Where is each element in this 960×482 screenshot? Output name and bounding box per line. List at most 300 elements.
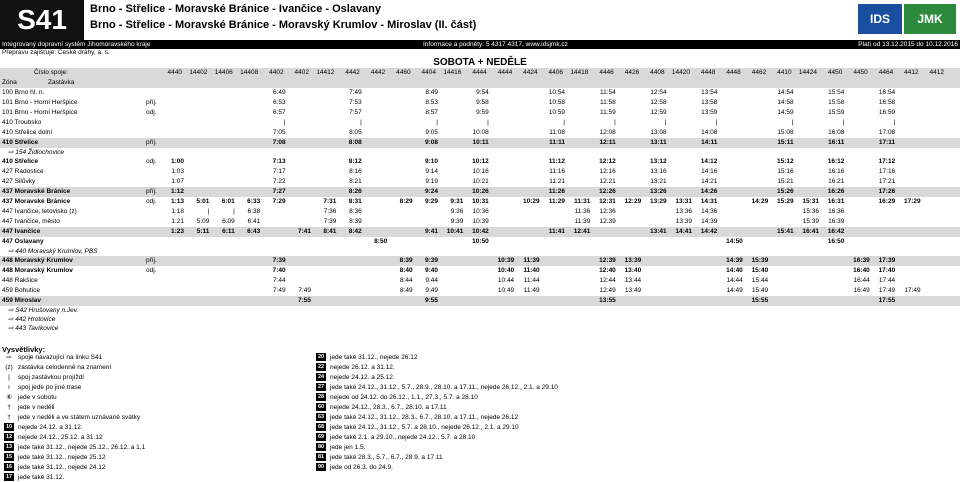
departure-time: 11:21 xyxy=(549,178,565,185)
departure-time: 12:12 xyxy=(599,158,616,165)
departure-time: 16:21 xyxy=(828,178,845,185)
departure-time: 16:29 xyxy=(878,198,896,205)
departure-time: 10:16 xyxy=(472,168,489,175)
legend-item xyxy=(316,443,365,452)
departure-time: 12:49 xyxy=(599,287,616,294)
legend-item xyxy=(4,383,81,392)
departure-time: 7:29 xyxy=(272,198,286,205)
departure-time: 14:12 xyxy=(700,158,718,165)
departure-time: 17:39 xyxy=(878,257,896,264)
departure-time: 15:44 xyxy=(751,277,769,284)
departure-time: 15:26 xyxy=(776,188,794,195)
departure-time: 1:07 xyxy=(171,178,184,185)
departure-time: 16:58 xyxy=(878,99,896,106)
departure-time: 11:11 xyxy=(549,139,565,146)
departure-time: 1:13 xyxy=(170,198,184,205)
system-name: Integrovaný dopravní systém Jihomoravského kraje xyxy=(2,41,151,48)
legend-text: spoj jede po jiné trase xyxy=(18,384,82,391)
departure-time: 12:26 xyxy=(599,188,616,195)
departure-time: 10:39 xyxy=(472,218,489,225)
departure-time: 10:50 xyxy=(472,238,489,245)
departure-time: 7:31 xyxy=(323,198,337,205)
legend-item xyxy=(4,453,105,462)
departure-time: 12:41 xyxy=(573,228,591,235)
train-number: 4410 xyxy=(777,69,792,76)
departure-time: 15:49 xyxy=(751,287,769,294)
departure-time: 16:44 xyxy=(853,277,870,284)
train-number: 4406 xyxy=(548,69,563,76)
connection-note-text: ⇨ 154 Židlochovice xyxy=(8,149,65,156)
legend-symbol: 27 xyxy=(317,384,325,391)
departure-time: 14:50 xyxy=(726,238,743,245)
departure-time: 16:11 xyxy=(828,139,845,146)
departure-time: 7:49 xyxy=(349,89,362,96)
train-number: 4402 xyxy=(269,69,284,76)
departure-time: 15:12 xyxy=(776,158,794,165)
legend-text: jede také 31.12., nejede 25.12., 26.12. a 1.1 xyxy=(18,444,146,451)
departure-time: 6:38 xyxy=(247,208,261,215)
connection-note xyxy=(0,306,960,315)
departure-time: 10:54 xyxy=(548,89,565,96)
departure-time: 17:44 xyxy=(878,277,896,284)
departure-time: 12:39 xyxy=(599,257,616,264)
stop-name: 437 Moravské Bránice xyxy=(2,198,71,205)
train-number: 4446 xyxy=(599,69,614,76)
legend-text: nejede od 24.12. do 26.12., 1.1., 27.3., 5.7. a 28.10 xyxy=(330,394,478,401)
departure-time: 8:29 xyxy=(399,198,413,205)
legend-text: jede také 24.12., 31.12., 5.7., 28.9., 28.10. a 17.11., nejede 26.12., 2.1. a 29.10 xyxy=(330,384,558,391)
legend-symbol: 22 xyxy=(317,364,325,371)
departure-time: 8:39 xyxy=(349,218,362,225)
departure-time: 1:23 xyxy=(170,228,184,235)
departure-time: 12:21 xyxy=(599,178,616,185)
legend-item xyxy=(4,433,103,442)
departure-time: 9:40 xyxy=(424,267,438,274)
table-row xyxy=(0,266,960,276)
line-number: S41 xyxy=(0,0,84,40)
legend-text: nejede 24.12. a 25.12. xyxy=(330,374,395,381)
departure-time: 11:26 xyxy=(548,188,565,195)
departure-time: 9:58 xyxy=(476,99,489,106)
departure-time: 17:11 xyxy=(878,139,896,146)
col-zastavka: Zastávka xyxy=(48,79,75,86)
train-number: 4412 xyxy=(929,69,944,76)
departure-time: 14:39 xyxy=(701,218,718,225)
connection-note xyxy=(0,315,960,324)
legend-title: Vysvětlivky: xyxy=(2,345,46,354)
departure-time: 10:49 xyxy=(497,287,515,294)
departure-time: | xyxy=(715,119,718,126)
legend-symbol: † xyxy=(7,404,11,412)
train-number: 4450 xyxy=(853,69,868,76)
departure-time: | xyxy=(207,208,210,215)
departure-time: 11:41 xyxy=(548,228,565,235)
departure-time: 7:39 xyxy=(323,218,337,225)
departure-time: 7:57 xyxy=(349,109,362,116)
legend-symbol: ≀ xyxy=(7,384,11,392)
legend-item xyxy=(4,353,102,362)
departure-time: 8:26 xyxy=(348,188,362,195)
train-number: 4448 xyxy=(726,69,741,76)
table-row xyxy=(0,197,960,207)
departure-time: 11:08 xyxy=(549,129,565,136)
departure-time: 1:00 xyxy=(170,158,184,165)
train-number: 4444 xyxy=(497,69,513,76)
departure-time: 13:12 xyxy=(649,158,667,165)
zone-header-row xyxy=(0,78,960,88)
legend-symbol: 17 xyxy=(5,474,13,481)
legend-symbol: 16 xyxy=(5,464,13,471)
departure-time: 15:16 xyxy=(777,168,794,175)
stop-name: 448 Moravský Krumlov xyxy=(2,257,73,264)
departure-time: 17:49 xyxy=(904,287,921,294)
departure-time: 5:09 xyxy=(196,218,210,225)
legend-symbol: 28 xyxy=(317,394,325,401)
departure-time: 11:59 xyxy=(600,109,616,116)
departure-time: 1:03 xyxy=(171,168,184,175)
departure-time: 14:31 xyxy=(700,198,718,205)
departure-time: 10:26 xyxy=(472,188,489,195)
legend-item xyxy=(316,413,518,422)
legend-text: spoj zastávkou projíždí xyxy=(18,374,85,381)
departure-time: 17:08 xyxy=(878,129,896,136)
train-number: 4440 xyxy=(167,69,182,76)
departure-time: 12:31 xyxy=(599,198,616,205)
train-number: 14412 xyxy=(316,69,335,76)
table-row xyxy=(0,128,960,138)
train-number: 14418 xyxy=(570,69,589,76)
legend-item xyxy=(4,373,84,382)
arrival-departure-flag: odj. xyxy=(146,158,157,165)
departure-time: 16:12 xyxy=(827,158,845,165)
departure-time: 16:41 xyxy=(802,228,819,235)
departure-time: | xyxy=(487,119,489,126)
legend-symbol: 63 xyxy=(317,414,325,421)
departure-time: 8:42 xyxy=(348,228,362,235)
legend-item xyxy=(316,403,447,412)
departure-time: 8:49 xyxy=(425,89,438,96)
departure-time: 15:40 xyxy=(751,267,769,274)
legend-symbol: 15 xyxy=(5,454,13,461)
table-row xyxy=(0,227,960,237)
departure-time: 5:11 xyxy=(196,228,210,235)
departure-time: 13:54 xyxy=(701,89,718,96)
departure-time: 10:12 xyxy=(472,158,489,165)
train-number: 14416 xyxy=(443,69,462,76)
logo-jmk: JMK xyxy=(904,4,956,34)
legend-symbol: 68 xyxy=(317,424,325,431)
legend-symbol: 81 xyxy=(317,454,325,461)
departure-time: 8:21 xyxy=(349,178,362,185)
departure-time: 7:49 xyxy=(272,287,286,294)
departure-time: 7:22 xyxy=(272,178,286,185)
departure-time: 5:01 xyxy=(196,198,210,205)
arrival-departure-flag: příj. xyxy=(146,257,157,264)
departure-time: 6:33 xyxy=(247,198,261,205)
departure-time: 6:57 xyxy=(272,109,286,116)
departure-time: 9:14 xyxy=(425,168,438,175)
legend-text: jede také 24.12., 31.12., 5.7. a 28.10., nejede 26.12., 2.1. a 29.10 xyxy=(330,424,519,431)
arrival-departure-flag: odj. xyxy=(146,198,157,205)
departure-time: 12:08 xyxy=(599,129,616,136)
legend-item xyxy=(316,363,395,372)
departure-time: | xyxy=(360,119,362,126)
departure-time: 8:16 xyxy=(349,168,362,175)
train-number: 14420 xyxy=(671,69,690,76)
legend-item xyxy=(316,353,417,362)
departure-time: 15:55 xyxy=(751,297,769,304)
departure-time: 7:36 xyxy=(323,208,337,215)
departure-time: 12:58 xyxy=(650,99,667,106)
legend-text: zastávka celodenně na znamení xyxy=(18,364,112,371)
departure-time: 14:54 xyxy=(777,89,794,96)
table-row xyxy=(0,207,960,217)
departure-time: | xyxy=(791,119,794,126)
legend-text: jede v neděli xyxy=(18,404,55,411)
train-number: 4412 xyxy=(904,69,919,76)
departure-time: 13:31 xyxy=(675,198,692,205)
train-number: 4444 xyxy=(472,69,487,76)
departure-time: 14:41 xyxy=(675,228,692,235)
departure-time: 17:49 xyxy=(878,287,896,294)
stop-name: 100 Brno hl. n. xyxy=(2,89,45,96)
departure-time: 16:42 xyxy=(827,228,845,235)
legend-symbol: 10 xyxy=(5,424,13,431)
connection-note-text: ⇨ 442 Hrotovice xyxy=(8,316,56,323)
departure-time: 10:21 xyxy=(472,178,489,185)
departure-time: 10:41 xyxy=(446,228,464,235)
departure-time: 9:29 xyxy=(424,198,438,205)
departure-time: 12:36 xyxy=(599,208,616,215)
departure-time: 13:39 xyxy=(624,257,642,264)
legend-text: jede také 28.3., 5.7., 6.7., 28.9. a 17.11 xyxy=(330,454,443,461)
departure-time: 15:41 xyxy=(776,228,794,235)
departure-time: 16:39 xyxy=(828,218,845,225)
legend-text: nejede 24.12., 28.3., 6.7., 28.10. a 17.11 xyxy=(330,404,447,411)
departure-time: 14:59 xyxy=(777,109,794,116)
departure-time: 14:58 xyxy=(777,99,794,106)
departure-time: 7:49 xyxy=(298,287,311,294)
legend-text: spoje navazující na linku S41 xyxy=(18,354,103,361)
train-number: 4448 xyxy=(700,69,716,76)
connection-note-text: ⇨ S42 Hrušovany n.Jev. xyxy=(8,307,79,314)
departure-time: 9:19 xyxy=(425,178,438,185)
departure-time: 7:40 xyxy=(272,267,286,274)
train-number: 4404 xyxy=(421,69,436,76)
departure-time: 13:39 xyxy=(675,218,692,225)
stop-name: 447 Ivančice, město xyxy=(2,218,60,225)
table-row xyxy=(0,167,960,177)
departure-time: 14:40 xyxy=(726,267,743,274)
legend-item xyxy=(316,373,395,382)
arrival-departure-flag: příj. xyxy=(146,188,157,195)
departure-time: 14:08 xyxy=(701,129,718,136)
departure-time: 11:39 xyxy=(574,218,591,225)
train-number: 14406 xyxy=(214,69,233,76)
departure-time: 8:12 xyxy=(348,158,362,165)
departure-time: 7:53 xyxy=(349,99,362,106)
departure-time: 12:54 xyxy=(650,89,667,96)
departure-time: 17:40 xyxy=(878,267,896,274)
departure-time: 11:49 xyxy=(523,287,540,294)
departure-time: 9:54 xyxy=(476,89,489,96)
stop-name: 427 Silůvky xyxy=(2,178,36,185)
legend-symbol: (z) xyxy=(5,364,13,372)
legend-item xyxy=(316,433,475,442)
table-row xyxy=(0,98,960,108)
departure-time: 15:58 xyxy=(828,99,845,106)
stop-name: 410 Troubsko xyxy=(2,119,42,126)
departure-time: | xyxy=(436,119,438,126)
departure-time: 11:40 xyxy=(523,267,540,274)
departure-time: 9:10 xyxy=(424,158,438,165)
departure-time: 1:12 xyxy=(170,188,184,195)
legend-symbol: 90 xyxy=(317,464,325,471)
departure-time: 10:36 xyxy=(472,208,489,215)
departure-time: 11:44 xyxy=(523,277,540,284)
departure-time: | xyxy=(233,208,235,215)
departure-time: 12:40 xyxy=(599,267,616,274)
departure-time: 7:13 xyxy=(272,158,286,165)
legend-item xyxy=(316,393,478,402)
train-number: 4402 xyxy=(294,69,309,76)
departure-time: 15:36 xyxy=(802,208,819,215)
departure-time: 17:29 xyxy=(903,198,921,205)
departure-time: 9:49 xyxy=(425,287,438,294)
departure-time: 6:01 xyxy=(221,198,235,205)
departure-time: 15:39 xyxy=(751,257,769,264)
departure-time: 9:39 xyxy=(450,218,464,225)
departure-time: 12:44 xyxy=(599,277,616,284)
legend-text: jede také 31.12., nejede 25.12 xyxy=(18,454,106,461)
departure-time: 13:26 xyxy=(649,188,667,195)
departure-time: 8:36 xyxy=(349,208,362,215)
departure-time: 13:40 xyxy=(624,267,642,274)
legend-symbol: ⑥ xyxy=(6,394,12,402)
departure-time: 10:42 xyxy=(472,228,489,235)
departure-time: 15:08 xyxy=(777,129,794,136)
departure-time: 7:27 xyxy=(272,188,286,195)
contact-info: Informace a podněty: 5 4317 4317, www.idsjmk.cz xyxy=(423,41,568,48)
stop-name: 448 Moravský Krumlov xyxy=(2,267,73,274)
train-number: 4464 xyxy=(878,69,894,76)
departure-time: 9:59 xyxy=(476,109,489,116)
info-bar xyxy=(0,40,960,49)
departure-time: 17:26 xyxy=(878,188,896,195)
departure-time: 15:21 xyxy=(777,178,794,185)
departure-time: 8:05 xyxy=(349,129,362,136)
departure-time: 16:50 xyxy=(827,238,845,245)
legend-text: jede v neděli a ve státem uznávané svátky xyxy=(18,414,141,421)
departure-time: 8:53 xyxy=(425,99,438,106)
service-days: SOBOTA + NEDĚLE xyxy=(433,57,527,68)
legend-item xyxy=(4,443,145,452)
stop-name: 437 Moravské Bránice xyxy=(2,188,71,195)
legend-text: nejede 24.12., 25.12. a 31.12 xyxy=(18,434,103,441)
departure-time: 11:31 xyxy=(574,198,591,205)
departure-time: 14:29 xyxy=(751,198,769,205)
departure-time: 16:39 xyxy=(853,257,870,264)
legend-symbol: 24 xyxy=(317,374,325,381)
departure-time: 10:11 xyxy=(472,139,489,146)
departure-time: 13:11 xyxy=(650,139,667,146)
departure-time: 16:31 xyxy=(827,198,845,205)
train-number: 4408 xyxy=(650,69,665,76)
departure-time: 6:43 xyxy=(247,228,261,235)
departure-time: | xyxy=(563,119,565,126)
departure-time: 12:39 xyxy=(599,218,616,225)
train-number: 14402 xyxy=(189,69,208,76)
departure-time: 12:11 xyxy=(599,139,616,146)
departure-time: 9:41 xyxy=(424,228,438,235)
departure-time: 8:39 xyxy=(399,257,413,264)
departure-time: 1:21 xyxy=(171,218,184,225)
legend-text: nejede 24.12. a 31.12. xyxy=(18,424,83,431)
legend-symbol: 80 xyxy=(317,444,325,451)
departure-time: 11:39 xyxy=(523,257,540,264)
legend-text: jede také 31.12. xyxy=(18,474,65,481)
ids-jmk-logo xyxy=(858,4,956,34)
table-row xyxy=(0,108,960,118)
legend-text: jede v sobotu xyxy=(18,394,57,401)
departure-time: 13:41 xyxy=(649,228,667,235)
legend-item xyxy=(4,363,111,372)
legend-text: jede od 26.3. do 24.9. xyxy=(330,464,393,471)
departure-time: 8:40 xyxy=(399,267,413,274)
departure-time: 8:44 xyxy=(399,277,413,284)
train-number: 14424 xyxy=(798,69,817,76)
connection-note xyxy=(0,247,960,256)
departure-time: 16:16 xyxy=(828,168,845,175)
departure-time: 6:11 xyxy=(222,228,235,235)
departure-time: 7:44 xyxy=(272,277,286,284)
stop-name: 447 Ivančice xyxy=(2,228,41,235)
departure-time: 13:44 xyxy=(624,277,642,284)
departure-time: 9:39 xyxy=(424,257,438,264)
stop-name: 459 Miroslav xyxy=(2,297,42,304)
departure-time: 15:39 xyxy=(802,218,819,225)
departure-time: | xyxy=(664,119,667,126)
departure-time: 13:16 xyxy=(650,168,667,175)
connection-note xyxy=(0,148,960,157)
stop-name: 427 Radostice xyxy=(2,168,44,175)
train-number: 4462 xyxy=(751,69,767,76)
col-spoje: Číslo spoje: xyxy=(34,69,68,76)
departure-time: 17:55 xyxy=(878,297,896,304)
train-number-row xyxy=(0,68,960,78)
departure-time: 14:39 xyxy=(726,257,743,264)
departure-time: 13:21 xyxy=(650,178,667,185)
departure-time: 14:44 xyxy=(726,277,743,284)
departure-time: 14:11 xyxy=(701,139,718,146)
departure-time: 11:16 xyxy=(549,168,565,175)
connection-note xyxy=(0,324,960,333)
departure-time: 16:08 xyxy=(828,129,845,136)
departure-time: 15:59 xyxy=(828,109,845,116)
legend-item xyxy=(316,383,558,392)
legend-item xyxy=(4,393,57,402)
departure-time: 16:49 xyxy=(853,287,870,294)
departure-time: 11:54 xyxy=(600,89,616,96)
departure-time: 10:59 xyxy=(548,109,565,116)
departure-time: 12:59 xyxy=(650,109,667,116)
departure-time: 7:17 xyxy=(272,168,286,175)
departure-time: 1:18 xyxy=(171,208,184,215)
stop-name: 410 Střelice xyxy=(2,158,39,165)
departure-time: 16:26 xyxy=(827,188,845,195)
departure-time: 13:55 xyxy=(599,297,616,304)
logo-ids: IDS xyxy=(858,4,902,34)
